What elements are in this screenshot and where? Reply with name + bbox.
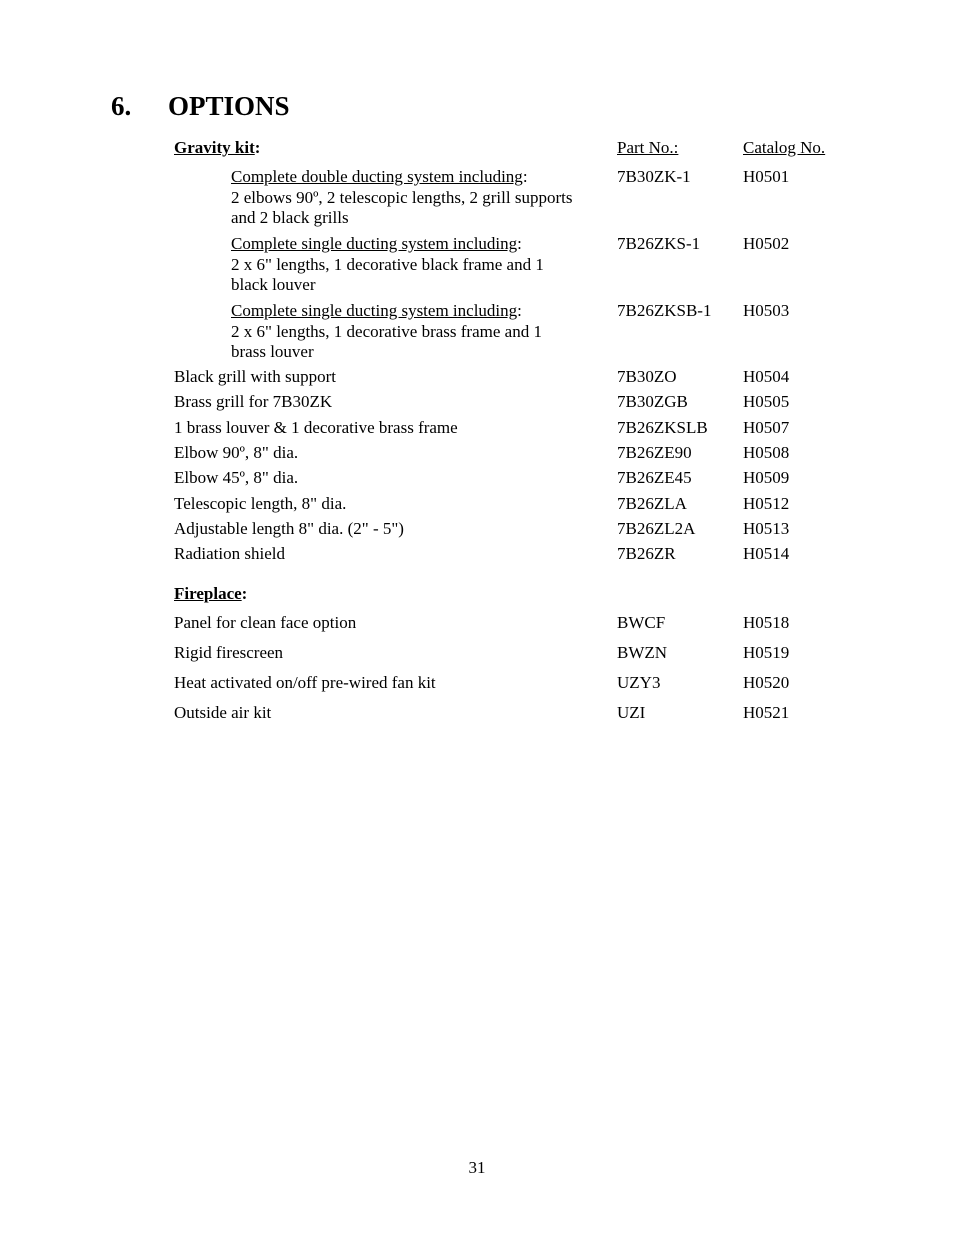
item-description: Brass grill for 7B30ZK <box>174 392 333 411</box>
section-number: 6. <box>111 91 132 121</box>
item-description: Panel for clean face option <box>174 613 357 632</box>
catalog-number: H0508 <box>743 443 790 462</box>
gravity-kit-heading: Gravity kit: <box>174 138 261 157</box>
part-number: 7B26ZL2A <box>617 519 696 538</box>
catalog-number: H0514 <box>743 544 790 563</box>
catalog-number: H0521 <box>743 703 790 722</box>
system-description: Complete single ducting system including: 2 x 6" lengths, 1 decorative black frame and 1 black louver <box>231 234 544 294</box>
part-number: 7B30ZO <box>617 367 677 386</box>
system-description: Complete single ducting system including: 2 x 6" lengths, 1 decorative brass frame and 1 brass louver <box>231 301 542 361</box>
catalog-number: H0518 <box>743 613 790 632</box>
item-description: Outside air kit <box>174 703 272 722</box>
catalog-number: H0501 <box>743 167 790 186</box>
section-title: OPTIONS <box>168 91 290 121</box>
page-number: 31 <box>468 1158 486 1177</box>
catalog-number: H0502 <box>743 234 790 253</box>
catalog-number: H0512 <box>743 494 790 513</box>
part-no-header: Part No.: <box>617 138 679 157</box>
part-number: BWZN <box>617 643 668 662</box>
part-number: UZI <box>617 703 646 722</box>
item-description: Telescopic length, 8" dia. <box>174 494 347 513</box>
catalog-no-header: Catalog No. <box>743 138 826 157</box>
catalog-number: H0519 <box>743 643 790 662</box>
part-number: 7B26ZR <box>617 544 676 563</box>
item-description: Elbow 45º, 8" dia. <box>174 468 299 487</box>
system-description: Complete double ducting system including: 2 elbows 90º, 2 telescopic lengths, 2 grill supports and 2 black grills <box>231 167 573 227</box>
catalog-number: H0509 <box>743 468 790 487</box>
part-number: 7B26ZLA <box>617 494 687 513</box>
catalog-number: H0520 <box>743 673 790 692</box>
catalog-number: H0503 <box>743 301 790 320</box>
part-number: 7B26ZKSLB <box>617 418 708 437</box>
item-description: Elbow 90º, 8" dia. <box>174 443 299 462</box>
item-description: Rigid firescreen <box>174 643 284 662</box>
part-number: 7B26ZE90 <box>617 443 692 462</box>
part-number: BWCF <box>617 613 666 632</box>
item-description: Radiation shield <box>174 544 285 563</box>
catalog-number: H0507 <box>743 418 790 437</box>
catalog-number: H0504 <box>743 367 790 386</box>
item-description: Adjustable length 8" dia. (2" - 5") <box>174 519 404 538</box>
part-number: 7B26ZKSB-1 <box>617 301 712 320</box>
part-number: 7B30ZGB <box>617 392 688 411</box>
catalog-number: H0513 <box>743 519 790 538</box>
item-description: 1 brass louver & 1 decorative brass frame <box>174 418 458 437</box>
part-number: 7B30ZK-1 <box>617 167 691 186</box>
part-number: UZY3 <box>617 673 661 692</box>
catalog-number: H0505 <box>743 392 790 411</box>
item-description: Black grill with support <box>174 367 336 386</box>
item-description: Heat activated on/off pre-wired fan kit <box>174 673 436 692</box>
section-heading <box>111 91 290 122</box>
part-number: 7B26ZE45 <box>617 468 692 487</box>
fireplace-heading: Fireplace: <box>174 584 248 603</box>
part-number: 7B26ZKS-1 <box>617 234 701 253</box>
